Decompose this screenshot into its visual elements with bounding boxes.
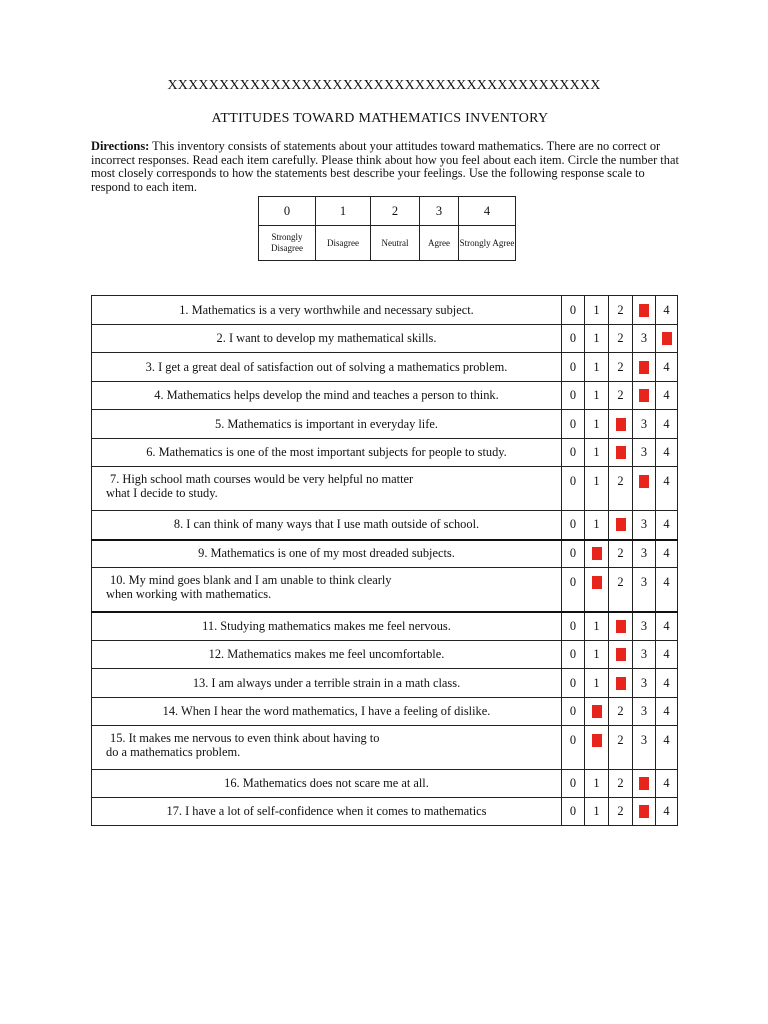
selected-response-mark: 3 [640, 359, 648, 374]
response-option-value: 1 [593, 302, 600, 317]
item-statement-text: 8. I can think of many ways that I use math outside of school. [173, 517, 480, 532]
response-option-value: 4 [663, 733, 670, 747]
response-option-value: 1 [593, 416, 600, 431]
directions-text: This inventory consists of statements about your attitudes toward mathematics. There are no correct or incorrect responses. Read each item carefully. Please think about how you feel about each item. Circle the number that most closely corresponds to how the statements best describe your feelings. Use the following response scale to respond to each item. [91, 139, 679, 194]
table-row [92, 439, 678, 467]
item-statement-line: when working with mathematics. [106, 587, 272, 601]
table-row [92, 798, 678, 826]
response-option-value: 4 [663, 416, 670, 431]
item-statement [92, 540, 562, 568]
response-option-4[interactable] [656, 798, 678, 826]
response-option-2[interactable] [609, 641, 633, 669]
response-option-value: 3 [640, 575, 648, 589]
table-row [92, 698, 678, 726]
item-statement-text: 2. I want to develop my mathematical skills. [216, 331, 437, 345]
table-row [92, 641, 678, 669]
response-option-value: 0 [569, 388, 577, 402]
item-statement [92, 612, 562, 641]
response-option-1[interactable] [585, 467, 609, 511]
table-row [92, 382, 678, 410]
response-option-2[interactable] [609, 568, 633, 612]
response-option-3[interactable] [633, 641, 656, 669]
response-option-value: 4 [663, 618, 670, 633]
response-option-3[interactable] [633, 798, 656, 826]
response-option-value: 4 [663, 359, 670, 374]
item-statement-text: 12. Mathematics makes me feel uncomfortable. [208, 647, 445, 661]
response-option-2[interactable] [609, 798, 633, 826]
response-option-1[interactable] [585, 382, 609, 410]
response-option-4[interactable] [656, 612, 678, 641]
response-option-4[interactable] [656, 382, 678, 410]
response-option-value: 3 [640, 445, 648, 459]
response-option-0[interactable] [562, 467, 585, 511]
scale-label: Disagree [316, 226, 371, 261]
response-option-0[interactable] [562, 296, 585, 325]
response-option-value: 0 [569, 474, 577, 488]
response-option-2[interactable] [609, 325, 633, 353]
response-option-2[interactable] [609, 726, 633, 770]
response-option-0[interactable] [562, 726, 585, 770]
response-option-3[interactable] [633, 726, 656, 770]
item-statement-text: 17. I have a lot of self-confidence when it comes to mathematics [166, 804, 487, 818]
response-option-0[interactable] [562, 669, 585, 698]
response-option-value: 0 [569, 647, 577, 661]
item-statement-line: 10. My mind goes blank and I am unable to think clearly [110, 573, 392, 587]
item-statement [92, 770, 562, 798]
response-option-4[interactable] [656, 568, 678, 612]
response-option-0[interactable] [562, 612, 585, 641]
response-option-0[interactable] [562, 798, 585, 826]
item-statement-line: what I decide to study. [106, 486, 218, 500]
response-option-4[interactable] [656, 770, 678, 798]
item-statement-text: 3. I get a great deal of satisfaction out of solving a mathematics problem. [145, 359, 508, 374]
response-option-1[interactable] [585, 439, 609, 467]
response-option-1[interactable] [585, 641, 609, 669]
response-option-value: 4 [663, 388, 670, 402]
response-option-value: 2 [617, 359, 624, 374]
selected-response-mark: 3 [640, 388, 648, 402]
selected-response-mark: 2 [617, 647, 624, 661]
table-row [92, 296, 678, 325]
response-option-0[interactable] [562, 410, 585, 439]
response-option-value: 1 [593, 331, 600, 345]
item-statement-line: do a mathematics problem. [106, 745, 241, 759]
table-row [92, 467, 678, 511]
response-option-3[interactable] [633, 325, 656, 353]
response-option-value: 3 [640, 704, 648, 718]
response-option-2[interactable] [609, 612, 633, 641]
response-option-3[interactable] [633, 612, 656, 641]
response-option-4[interactable] [656, 669, 678, 698]
item-statement-text: 14. When I hear the word mathematics, I have a feeling of dislike. [162, 704, 491, 718]
response-option-2[interactable] [609, 353, 633, 382]
page-title: ATTITUDES TOWARD MATHEMATICS INVENTORY [211, 111, 549, 126]
response-option-value: 4 [663, 647, 670, 661]
item-statement-text: 11. Studying mathematics makes me feel nervous. [202, 618, 451, 633]
response-option-value: 0 [569, 445, 577, 459]
item-statement-text: 6. Mathematics is one of the most important subjects for people to study. [146, 445, 507, 459]
response-option-0[interactable] [562, 540, 585, 568]
table-row [92, 568, 678, 612]
response-option-value: 2 [617, 575, 624, 589]
item-statement [92, 568, 562, 612]
header-line: XXXXXXXXXXXXXXXXXXXXXXXXXXXXXXXXXXXXXXXXXX [167, 78, 601, 93]
response-option-3[interactable] [633, 568, 656, 612]
response-option-value: 4 [663, 776, 670, 790]
response-option-1[interactable] [585, 726, 609, 770]
response-option-value: 4 [663, 546, 670, 561]
item-statement [92, 410, 562, 439]
item-statement-text: 5. Mathematics is important in everyday life. [215, 416, 438, 431]
response-option-value: 4 [663, 704, 670, 718]
selected-response-mark: 2 [617, 675, 624, 690]
scale-label: Strongly Agree [459, 226, 516, 261]
table-row [92, 770, 678, 798]
response-option-value: 0 [569, 675, 577, 690]
response-option-value: 4 [663, 675, 670, 690]
response-option-value: 0 [569, 517, 577, 532]
response-option-4[interactable] [656, 467, 678, 511]
response-option-value: 0 [569, 359, 577, 374]
response-option-2[interactable] [609, 669, 633, 698]
item-statement [92, 382, 562, 410]
item-statement-text: 13. I am always under a terrible strain in a math class. [192, 675, 461, 690]
directions-label: Directions: [91, 139, 150, 153]
response-option-1[interactable] [585, 410, 609, 439]
response-option-value: 0 [569, 804, 577, 818]
response-option-value: 2 [617, 388, 624, 402]
response-option-1[interactable] [585, 698, 609, 726]
response-option-value: 3 [640, 546, 648, 561]
response-option-value: 1 [593, 359, 600, 374]
response-option-value: 2 [617, 474, 624, 488]
item-statement [92, 698, 562, 726]
selected-response-mark: 2 [617, 416, 624, 431]
selected-response-mark: 2 [617, 517, 624, 532]
response-option-2[interactable] [609, 382, 633, 410]
response-option-value: 1 [593, 474, 600, 488]
response-option-4[interactable] [656, 641, 678, 669]
response-option-2[interactable] [609, 439, 633, 467]
table-row [92, 540, 678, 568]
response-option-1[interactable] [585, 511, 609, 540]
item-statement [92, 669, 562, 698]
item-statement-line: 7. High school math courses would be very helpful no matter [110, 472, 414, 486]
item-statement-line: 15. It makes me nervous to even think about having to [110, 731, 380, 745]
selected-response-mark: 1 [593, 704, 600, 718]
response-option-0[interactable] [562, 439, 585, 467]
table-row [92, 612, 678, 641]
response-option-value: 2 [617, 546, 624, 561]
response-option-value: 3 [640, 618, 648, 633]
response-option-3[interactable] [633, 698, 656, 726]
table-row [92, 410, 678, 439]
item-statement [92, 798, 562, 826]
table-row [92, 353, 678, 382]
scale-label: Neutral [371, 226, 420, 261]
response-option-value: 0 [569, 776, 577, 790]
response-option-value: 3 [640, 517, 648, 532]
response-option-value: 4 [663, 302, 670, 317]
response-option-1[interactable] [585, 568, 609, 612]
item-statement-text: 4. Mathematics helps develop the mind and teaches a person to think. [154, 388, 499, 402]
table-row [92, 511, 678, 540]
response-option-value: 3 [640, 331, 648, 345]
response-option-0[interactable] [562, 770, 585, 798]
response-option-2[interactable] [609, 296, 633, 325]
response-option-value: 2 [617, 704, 624, 718]
scale-label: Strongly Disagree [259, 226, 316, 261]
response-option-2[interactable] [609, 698, 633, 726]
response-option-value: 3 [640, 675, 648, 690]
response-option-0[interactable] [562, 698, 585, 726]
selected-response-mark: 3 [640, 776, 648, 790]
response-option-4[interactable] [656, 439, 678, 467]
scale-value: 0 [259, 197, 316, 226]
response-option-value: 1 [593, 675, 600, 690]
response-option-value: 2 [617, 776, 624, 790]
item-statement [92, 296, 562, 325]
table-row [92, 726, 678, 770]
response-option-0[interactable] [562, 641, 585, 669]
scale-label: Agree [420, 226, 459, 261]
response-option-2[interactable] [609, 511, 633, 540]
table-row [92, 669, 678, 698]
response-option-4[interactable] [656, 511, 678, 540]
response-option-value: 0 [569, 302, 577, 317]
response-option-4[interactable] [656, 698, 678, 726]
item-statement [92, 439, 562, 467]
selected-response-mark: 4 [663, 331, 670, 345]
response-option-4[interactable] [656, 540, 678, 568]
response-option-value: 1 [593, 517, 600, 532]
selected-response-mark: 2 [617, 618, 624, 633]
response-option-value: 3 [640, 647, 648, 661]
response-option-1[interactable] [585, 798, 609, 826]
response-option-4[interactable] [656, 726, 678, 770]
inventory-table [91, 295, 678, 826]
response-option-2[interactable] [609, 410, 633, 439]
selected-response-mark: 1 [593, 733, 600, 747]
response-option-2[interactable] [609, 540, 633, 568]
response-option-value: 2 [617, 804, 624, 818]
response-option-1[interactable] [585, 325, 609, 353]
item-statement-text: 16. Mathematics does not scare me at all. [224, 776, 429, 790]
response-option-value: 1 [593, 647, 600, 661]
response-option-3[interactable] [633, 353, 656, 382]
response-option-3[interactable] [633, 382, 656, 410]
response-option-0[interactable] [562, 325, 585, 353]
selected-response-mark: 2 [617, 445, 624, 459]
item-statement-text: 1. Mathematics is a very worthwhile and necessary subject. [179, 302, 474, 317]
response-option-value: 4 [663, 474, 670, 488]
item-statement-text: 9. Mathematics is one of my most dreaded subjects. [198, 546, 455, 561]
response-option-value: 0 [569, 416, 577, 431]
response-option-value: 3 [640, 733, 648, 747]
selected-response-mark: 3 [640, 474, 648, 488]
response-option-value: 0 [569, 704, 577, 718]
response-option-value: 1 [593, 618, 600, 633]
response-option-0[interactable] [562, 382, 585, 410]
selected-response-mark: 1 [593, 575, 600, 589]
response-option-value: 0 [569, 575, 577, 589]
response-option-value: 1 [593, 445, 600, 459]
selected-response-mark: 1 [593, 546, 600, 561]
response-option-value: 2 [617, 302, 624, 317]
response-option-2[interactable] [609, 770, 633, 798]
table-row [92, 325, 678, 353]
response-option-value: 1 [593, 804, 600, 818]
response-option-3[interactable] [633, 410, 656, 439]
response-option-3[interactable] [633, 540, 656, 568]
item-statement [92, 325, 562, 353]
response-option-value: 1 [593, 776, 600, 790]
response-option-4[interactable] [656, 325, 678, 353]
response-option-3[interactable] [633, 511, 656, 540]
item-statement [92, 641, 562, 669]
response-option-1[interactable] [585, 669, 609, 698]
item-statement [92, 467, 562, 511]
selected-response-mark: 3 [640, 302, 648, 317]
response-option-value: 4 [663, 445, 670, 459]
response-option-value: 4 [663, 804, 670, 818]
response-option-value: 4 [663, 575, 670, 589]
response-option-0[interactable] [562, 511, 585, 540]
response-option-3[interactable] [633, 770, 656, 798]
response-scale [258, 196, 516, 261]
response-option-value: 2 [617, 733, 624, 747]
response-option-value: 1 [593, 388, 600, 402]
response-option-2[interactable] [609, 467, 633, 511]
directions [91, 140, 681, 194]
response-option-3[interactable] [633, 439, 656, 467]
response-option-value: 0 [569, 546, 577, 561]
response-option-value: 2 [617, 331, 624, 345]
response-option-1[interactable] [585, 540, 609, 568]
response-option-1[interactable] [585, 296, 609, 325]
scale-value: 1 [316, 197, 371, 226]
item-statement [92, 511, 562, 540]
scale-value: 2 [371, 197, 420, 226]
scale-value: 3 [420, 197, 459, 226]
response-option-value: 3 [640, 416, 648, 431]
selected-response-mark: 3 [640, 804, 648, 818]
response-option-1[interactable] [585, 612, 609, 641]
response-option-value: 0 [569, 618, 577, 633]
response-option-4[interactable] [656, 296, 678, 325]
response-option-value: 4 [663, 517, 670, 532]
response-option-3[interactable] [633, 467, 656, 511]
response-option-1[interactable] [585, 353, 609, 382]
response-option-4[interactable] [656, 353, 678, 382]
response-option-3[interactable] [633, 669, 656, 698]
scale-value: 4 [459, 197, 516, 226]
response-option-1[interactable] [585, 770, 609, 798]
item-statement [92, 726, 562, 770]
response-option-0[interactable] [562, 568, 585, 612]
item-statement [92, 353, 562, 382]
response-option-value: 0 [569, 331, 577, 345]
response-option-value: 0 [569, 733, 577, 747]
response-option-3[interactable] [633, 296, 656, 325]
response-option-4[interactable] [656, 410, 678, 439]
response-option-0[interactable] [562, 353, 585, 382]
